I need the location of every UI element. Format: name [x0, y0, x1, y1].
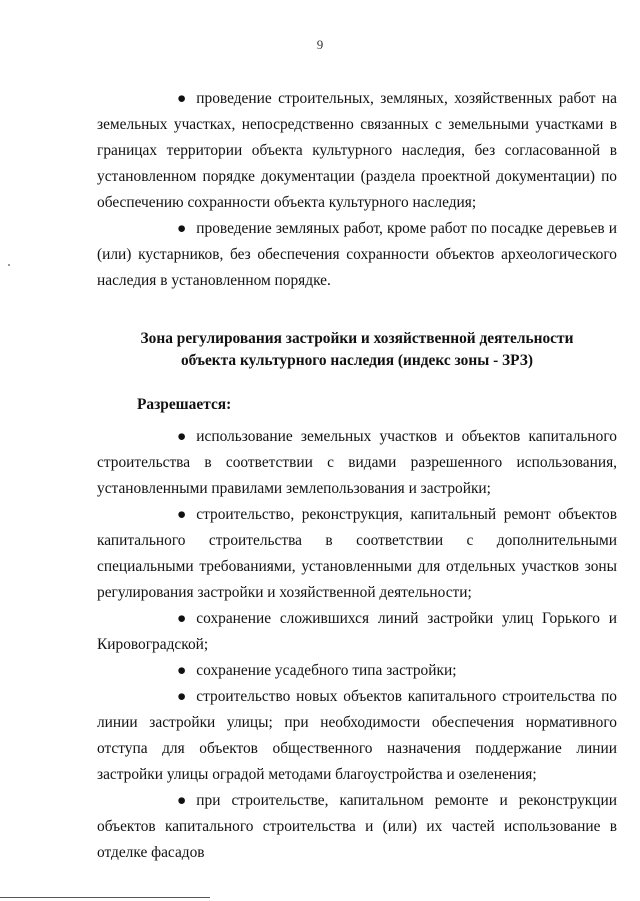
list-item	[97, 86, 617, 216]
list-item	[97, 684, 617, 788]
page-number: 9	[316, 37, 324, 52]
footer-rule	[0, 897, 210, 898]
list-item	[97, 606, 617, 658]
list-item	[97, 216, 617, 294]
list-item-text: сохранение сложившихся линий застройки улиц Горького и Кировоградской;	[97, 610, 617, 653]
list-item	[97, 502, 617, 606]
section-heading-line2: объекта культурного наследия (индекс зоны - ЗРЗ)	[180, 352, 534, 369]
bullet-icon: ●	[177, 662, 187, 679]
list-item-text: сохранение усадебного типа застройки;	[196, 662, 457, 679]
list-item	[97, 424, 617, 502]
bullet-icon: ●	[177, 428, 187, 445]
bullet-icon: ●	[177, 506, 187, 523]
section-heading-line1: Зона регулирования застройки и хозяйственной деятельности	[140, 330, 574, 347]
document-body	[97, 86, 617, 866]
bullet-icon: ●	[177, 688, 187, 705]
list-item	[97, 788, 617, 866]
list-item-text: использование земельных участков и объектов капитального строительства в соответствии с видами разрешенного использования, установленными правилами землепользования и застройки;	[97, 428, 617, 497]
list-item-text: проведение строительных, земляных, хозяйственных работ на земельных участках, непосредственно связанных с земельными участками в границах территории объекта культурного наследия, без согласованной в установленном порядке документации (раздела проектной документации) по обеспечению сохранности объекта культурного наследия;	[97, 90, 617, 211]
scan-speck	[8, 264, 10, 266]
bullet-icon: ●	[177, 610, 187, 627]
bullet-icon: ●	[177, 220, 187, 237]
list-item-text: при строительстве, капитальном ремонте и реконструкции объектов капитального строительства и (или) их частей использование в отделке фасадов	[97, 792, 617, 861]
bullet-icon: ●	[177, 90, 187, 107]
bullet-icon: ●	[177, 792, 187, 809]
section-heading	[97, 328, 617, 372]
list-item	[97, 658, 617, 684]
allowed-label: Разрешается:	[137, 396, 232, 413]
list-item-text: строительство новых объектов капитального строительства по линии застройки улицы; при необходимости обеспечения нормативного отступа для объектов общественного назначения поддержание линии застройки улицы оградой методами благоустройства и озеленения;	[97, 688, 617, 783]
list-item-text: строительство, реконструкция, капитальный ремонт объектов капитального строительства в соответствии с дополнительными специальными требованиями, установленными для отдельных участков зоны регулирования застройки и хозяйственной деятельности;	[97, 506, 617, 601]
list-item-text: проведение земляных работ, кроме работ по посадке деревьев и (или) кустарников, без обеспечения сохранности объектов археологического наследия в установленном порядке.	[97, 220, 617, 289]
